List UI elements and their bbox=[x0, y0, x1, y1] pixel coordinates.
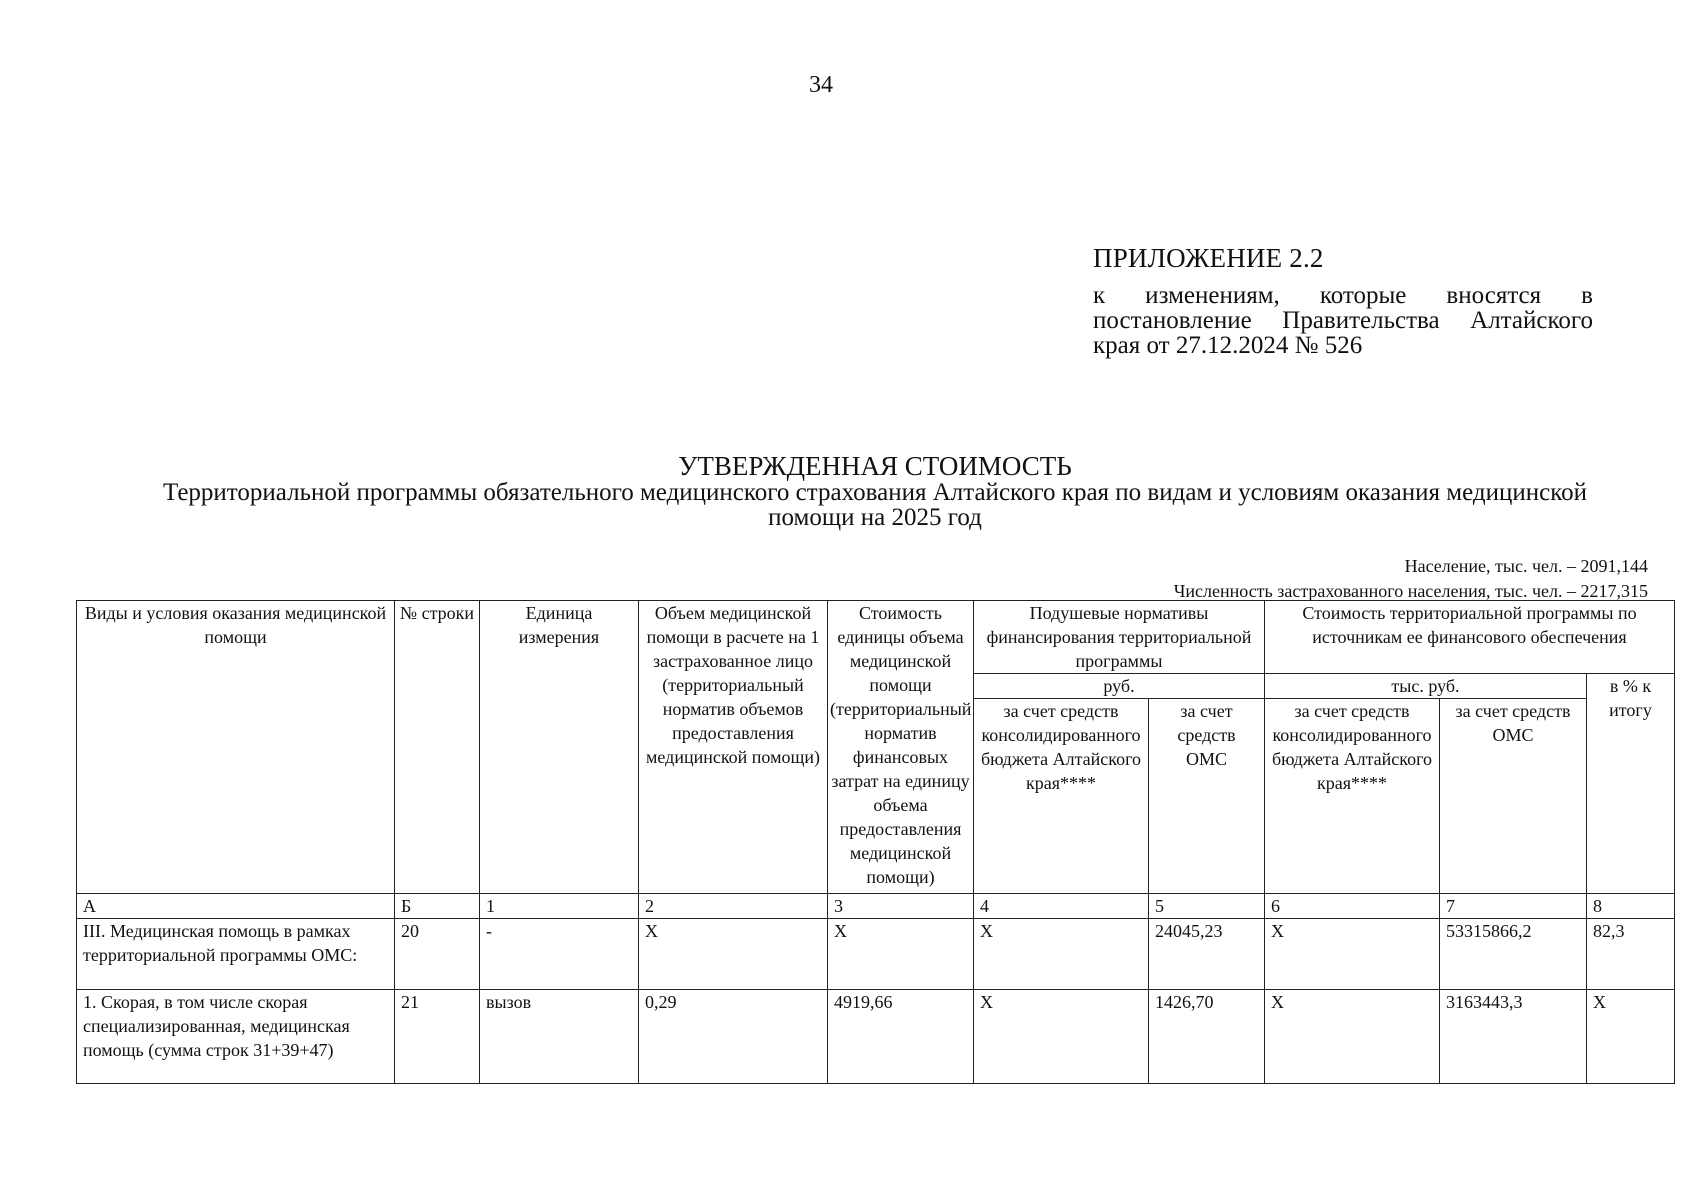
row-oms-rub: 24045,23 bbox=[1149, 919, 1265, 990]
heading-title: УТВЕРЖДЕННАЯ СТОИМОСТЬ bbox=[678, 451, 1072, 481]
index-cell: 4 bbox=[974, 894, 1149, 919]
row-oms-thous: 3163443,3 bbox=[1440, 990, 1587, 1084]
index-cell: 7 bbox=[1440, 894, 1587, 919]
header-volume: Объем медицинской помощи в расчете на 1 застрахованное лицо (территориальный норматив объемов предоставления медицинской помощи) bbox=[639, 601, 828, 894]
row-budget-rub: X bbox=[974, 919, 1149, 990]
row-number: 21 bbox=[395, 990, 480, 1084]
index-cell: 3 bbox=[828, 894, 974, 919]
page-number: 34 bbox=[809, 72, 833, 98]
index-cell: 5 bbox=[1149, 894, 1265, 919]
row-name: 1. Скорая, в том числе скорая специализированная, медицинская помощь (сумма строк 31+39+47) bbox=[77, 990, 395, 1084]
population-info bbox=[1174, 554, 1648, 604]
row-budget-thous: X bbox=[1265, 919, 1440, 990]
header-oms-rub: за счет средств ОМС bbox=[1149, 699, 1265, 894]
table-header-row bbox=[77, 601, 1675, 674]
row-percent: 82,3 bbox=[1587, 919, 1675, 990]
header-budget-thous: за счет средств консолидированного бюджета Алтайского края**** bbox=[1265, 699, 1440, 894]
row-budget-rub: X bbox=[974, 990, 1149, 1084]
row-percent: X bbox=[1587, 990, 1675, 1084]
row-oms-thous: 53315866,2 bbox=[1440, 919, 1587, 990]
row-number: 20 bbox=[395, 919, 480, 990]
header-row-no: № строки bbox=[395, 601, 480, 894]
heading-subtitle: Территориальной программы обязательного медицинского страхования Алтайского края по видам и условиям оказания медицинской помощи на 2025 год bbox=[163, 479, 1587, 531]
appendix-text: к изменениям, которые вносятся в постановление Правительства Алтайского края от 27.12.2024 № 526 bbox=[1093, 282, 1593, 359]
cost-table bbox=[76, 600, 1675, 1084]
index-cell: 8 bbox=[1587, 894, 1675, 919]
row-volume: X bbox=[639, 919, 828, 990]
row-budget-thous: X bbox=[1265, 990, 1440, 1084]
header-kind: Виды и условия оказания медицинской помощи bbox=[77, 601, 395, 894]
header-program-cost: Стоимость территориальной программы по источникам ее финансового обеспечения bbox=[1265, 601, 1675, 674]
index-cell: А bbox=[77, 894, 395, 919]
header-cost: Стоимость единицы объема медицинской помощи (территориальный норматив финансовых затрат на единицу объема предоставления медицинской помощи) bbox=[828, 601, 974, 894]
insured-population: Численность застрахованного населения, тыс. чел. – 2217,315 bbox=[1173, 581, 1648, 601]
header-budget-rub: за счет средств консолидированного бюджета Алтайского края**** bbox=[974, 699, 1149, 894]
appendix-title: ПРИЛОЖЕНИЕ 2.2 bbox=[1093, 243, 1324, 273]
table-row bbox=[77, 990, 1675, 1084]
table-row bbox=[77, 919, 1675, 990]
document-heading bbox=[100, 452, 1650, 530]
appendix-block bbox=[1093, 243, 1593, 358]
index-cell: Б bbox=[395, 894, 480, 919]
header-thous-rub: тыс. руб. bbox=[1265, 674, 1587, 699]
row-volume: 0,29 bbox=[639, 990, 828, 1084]
population-total: Население, тыс. чел. – 2091,144 bbox=[1404, 556, 1648, 576]
header-oms-thous: за счет средств ОМС bbox=[1440, 699, 1587, 894]
header-rub: руб. bbox=[974, 674, 1265, 699]
row-oms-rub: 1426,70 bbox=[1149, 990, 1265, 1084]
index-cell: 2 bbox=[639, 894, 828, 919]
row-unit: вызов bbox=[480, 990, 639, 1084]
row-unit: - bbox=[480, 919, 639, 990]
header-unit: Единица измерения bbox=[480, 601, 639, 894]
index-cell: 1 bbox=[480, 894, 639, 919]
index-cell: 6 bbox=[1265, 894, 1440, 919]
row-cost: X bbox=[828, 919, 974, 990]
row-name: III. Медицинская помощь в рамках территориальной программы ОМС: bbox=[77, 919, 395, 990]
header-per-capita: Подушевые нормативы финансирования территориальной программы bbox=[974, 601, 1265, 674]
row-cost: 4919,66 bbox=[828, 990, 974, 1084]
table-index-row bbox=[77, 894, 1675, 919]
header-percent: в % к итогу bbox=[1587, 674, 1675, 894]
